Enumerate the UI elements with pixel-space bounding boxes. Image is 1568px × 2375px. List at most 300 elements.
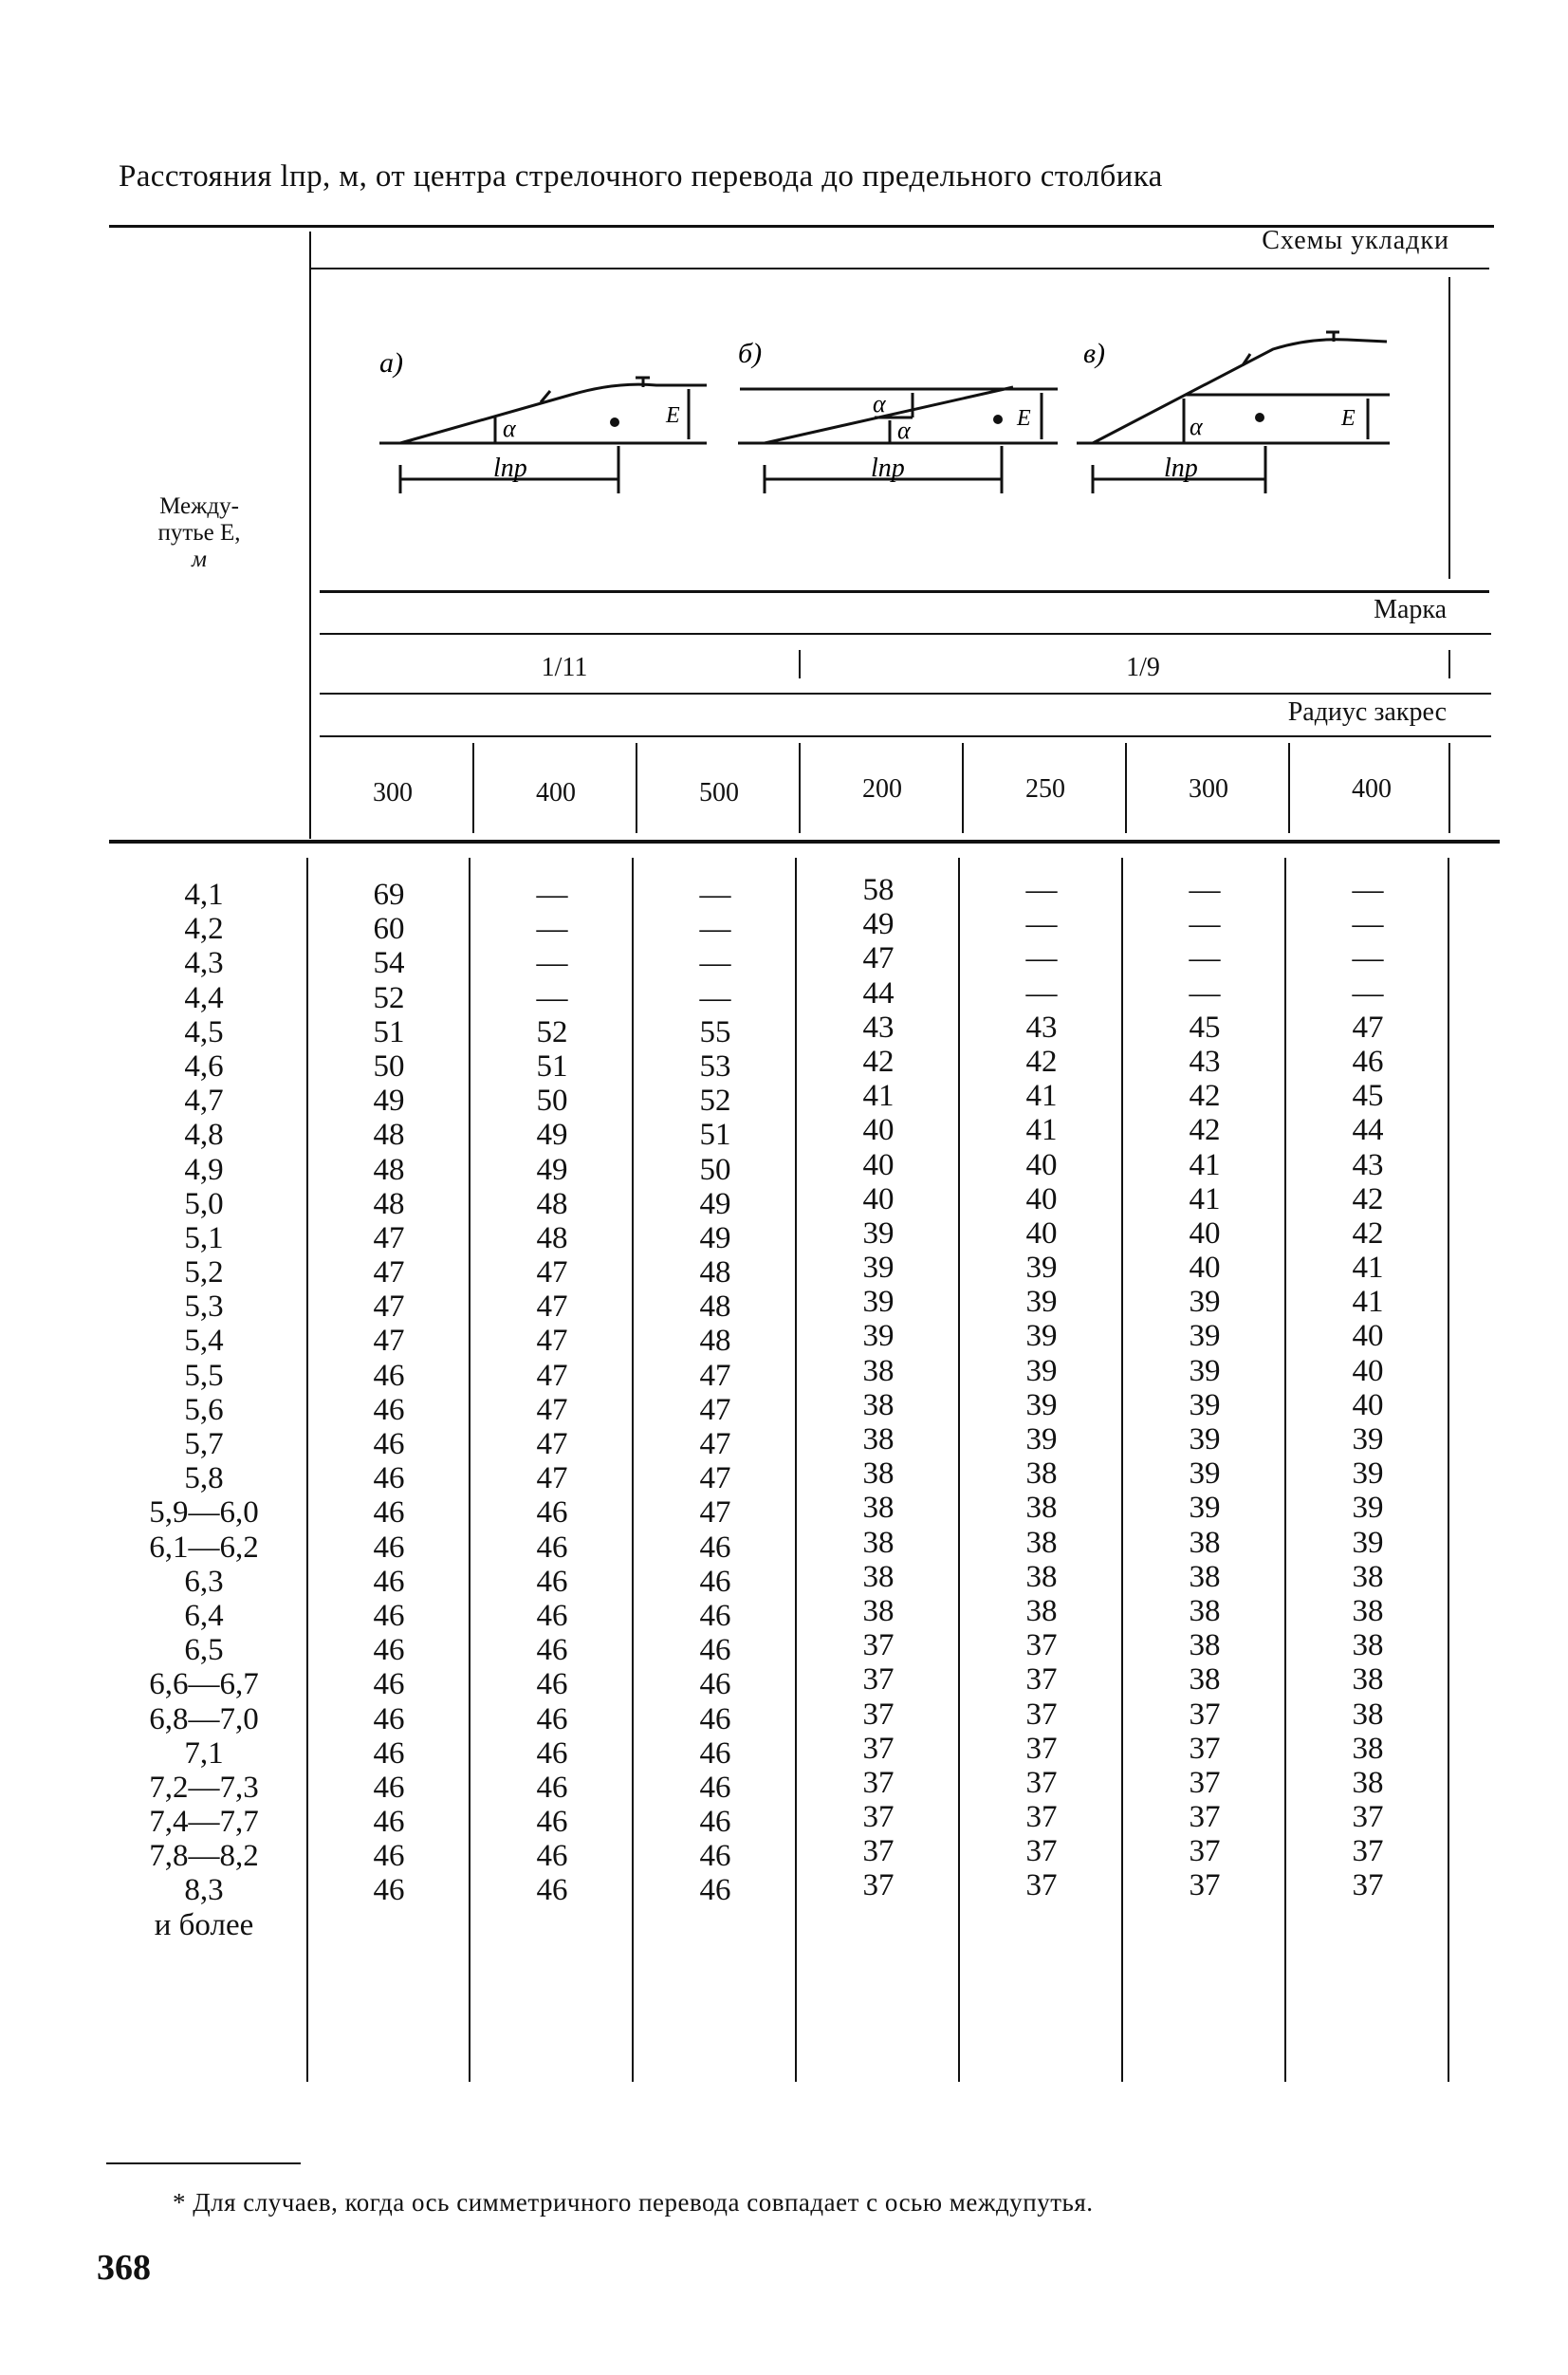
value-cell: 40 [1189,1251,1221,1286]
spacing-col-divider [309,232,311,839]
mark-1-11: 1/11 [541,653,588,682]
value-cell: — [1025,975,1058,1011]
spacing-header-line-2: путье E, [157,520,241,546]
value-cell: — [699,946,731,981]
value-cell: 58 [862,873,895,907]
value-cell: 38 [862,1491,895,1526]
radius-label: 400 [536,778,576,807]
value-cell: 46 [699,1873,731,1908]
value-cell: — [699,912,731,947]
value-cell: 37 [1352,1834,1384,1869]
value-cell: 40 [862,1113,895,1148]
value-cell: 46 [536,1564,568,1599]
value-cell: 38 [1352,1697,1384,1732]
value-cell: 60 [373,912,405,947]
marks-right-edge [1448,650,1450,678]
value-cell: 48 [373,1118,405,1153]
value-cell: 37 [1189,1834,1221,1869]
value-cell: 41 [1352,1251,1384,1286]
spacing-header-line-1: Между- [159,493,239,519]
value-cell: 46 [536,1495,568,1531]
value-cell: — [1025,941,1058,976]
value-column-1-9-r200 [807,873,950,1903]
value-cell: — [1352,941,1384,976]
value-cell: 38 [1189,1559,1221,1594]
value-cell: 52 [699,1084,731,1119]
value-cell: 46 [536,1530,568,1565]
radius-divider-5 [1125,743,1127,833]
value-cell: 46 [699,1735,731,1771]
value-cell: 39 [1025,1285,1058,1320]
value-cell: 41 [1025,1113,1058,1148]
spacing-cell: 6,8—7,0 [149,1701,259,1736]
value-cell: 47 [536,1324,568,1359]
value-cell: 46 [536,1735,568,1771]
value-cell: 38 [1352,1559,1384,1594]
value-column-1-9-r300 [1134,873,1276,1903]
value-cell: 46 [699,1667,731,1702]
value-cell: 39 [862,1285,895,1320]
value-cell: 39 [1025,1319,1058,1354]
value-cell: 54 [373,946,405,981]
value-cell: 37 [862,1800,895,1835]
value-cell: 49 [373,1084,405,1119]
value-cell: 45 [1189,1010,1221,1045]
value-cell: 50 [536,1084,568,1119]
spacing-cell: 5,1 [184,1220,224,1255]
value-cell: 37 [862,1868,895,1903]
value-cell: 47 [373,1255,405,1290]
spacing-cell: 5,7 [184,1427,224,1461]
value-cell: 37 [1025,1834,1058,1869]
mark-1-9: 1/9 [1126,653,1160,682]
radius-label: 300 [1189,774,1228,804]
scheme-b-lpr: lпр [871,454,905,483]
footnote-rule [106,2162,301,2164]
spacing-col-divider-body [306,858,308,2082]
value-cell: — [536,912,568,947]
body-divider-7 [1448,858,1449,2082]
value-cell: 39 [1025,1353,1058,1388]
body-divider-3 [795,858,797,2082]
value-cell: 37 [1025,1662,1058,1698]
marka-header: Марка [1374,595,1447,624]
value-cell: 47 [536,1392,568,1427]
value-cell: — [699,980,731,1015]
value-cell: 49 [699,1186,731,1221]
value-cell: 43 [1189,1044,1221,1079]
value-cell: 38 [862,1593,895,1628]
value-cell: 46 [699,1598,731,1633]
value-cell: 46 [699,1701,731,1736]
value-cell: 39 [1025,1387,1058,1422]
spacing-cell: 4,5 [184,1014,224,1049]
value-cell: 38 [862,1525,895,1560]
value-cell: 43 [862,1010,895,1045]
spacing-cell: и более [154,1907,254,1942]
value-cell: 46 [373,1633,405,1668]
value-cell: 38 [1189,1628,1221,1663]
spacing-cell: 5,9—6,0 [149,1495,259,1531]
scheme-b-post [993,415,1003,424]
spacing-cell: 5,0 [184,1186,224,1221]
value-cell: 46 [373,1461,405,1496]
value-cell: 37 [1352,1868,1384,1903]
value-cell: 46 [373,1564,405,1599]
value-cell: 38 [862,1457,895,1492]
value-cell: 52 [536,1014,568,1049]
value-cell: 39 [1189,1319,1221,1354]
value-cell: 37 [862,1662,895,1698]
value-cell: 46 [373,1427,405,1461]
value-cell: 47 [373,1220,405,1255]
value-cell: 46 [373,1495,405,1531]
value-cell: 46 [373,1701,405,1736]
scheme-a-label: а) [379,347,403,379]
radius-divider-6 [1288,743,1290,833]
value-cell: 48 [699,1324,731,1359]
spacing-cell: 5,4 [184,1324,224,1359]
page-title: Расстояния lпр, м, от центра стрелочного перевода до предельного столбика [119,159,1163,194]
value-cell: 49 [862,907,895,942]
spacing-cell: 4,8 [184,1118,224,1153]
scheme-b-e: E [1017,406,1031,431]
value-cell: 46 [536,1598,568,1633]
value-cell: 40 [1025,1181,1058,1216]
value-cell: 47 [536,1427,568,1461]
value-cell: 49 [536,1152,568,1187]
value-cell: — [1189,907,1221,942]
value-cell: 37 [1189,1697,1221,1732]
radius-label: 400 [1352,774,1392,804]
radius-divider-3 [799,743,801,833]
value-cell: 38 [862,1559,895,1594]
scheme-b-alpha-bottom: α [897,417,911,444]
value-cell: 38 [1189,1525,1221,1560]
value-cell: 39 [1352,1422,1384,1457]
value-cell: 46 [1352,1044,1384,1079]
spacing-cell: 5,3 [184,1290,224,1325]
value-cell: 46 [536,1805,568,1840]
value-cell: 41 [862,1079,895,1114]
value-cell: 46 [699,1633,731,1668]
value-cell: 37 [1025,1697,1058,1732]
scheme-c-alpha: α [1190,413,1203,440]
spacing-cell: 6,3 [184,1564,224,1599]
value-column-1-11-r400 [481,878,623,1908]
value-cell: 40 [1189,1215,1221,1251]
value-cell: 38 [1025,1457,1058,1492]
spacing-cell: 4,7 [184,1084,224,1119]
scheme-a-e: E [666,403,680,428]
spacing-cell: 4,6 [184,1048,224,1084]
value-cell: 37 [1189,1731,1221,1766]
spacing-header [128,493,270,573]
spacing-cell: 6,5 [184,1633,224,1668]
scheme-b-alpha-top: α [873,390,886,417]
value-cell: — [1189,873,1221,907]
radius-header: Радиус закрес [1287,697,1447,727]
value-cell: 41 [1189,1181,1221,1216]
radius-rule [320,735,1491,737]
value-cell: 39 [1189,1285,1221,1320]
value-cell: 48 [373,1152,405,1187]
spacing-cell: 4,3 [184,946,224,981]
value-cell: 46 [373,1805,405,1840]
value-cell: 47 [699,1358,731,1393]
spacing-cell: 4,9 [184,1152,224,1187]
value-cell: 38 [862,1353,895,1388]
value-cell: — [536,878,568,912]
value-cell: 37 [862,1731,895,1766]
value-cell: 42 [1025,1044,1058,1079]
value-cell: 39 [1189,1353,1221,1388]
value-cell: 46 [373,1358,405,1393]
radius-label: 500 [699,778,739,807]
scheme-c-label: в) [1083,338,1106,369]
value-cell: 50 [373,1048,405,1084]
value-cell: 38 [1352,1628,1384,1663]
spacing-column [104,878,304,1942]
value-cell: 37 [1025,1628,1058,1663]
value-cell: 46 [373,1735,405,1771]
value-cell: 37 [1189,1868,1221,1903]
body-divider-1 [469,858,470,2082]
value-cell: 47 [1352,1010,1384,1045]
value-cell: 38 [1352,1731,1384,1766]
value-cell: 39 [1189,1387,1221,1422]
spacing-cell: 5,8 [184,1461,224,1496]
value-cell: — [1025,873,1058,907]
value-cell: 39 [1025,1251,1058,1286]
value-cell: 37 [1189,1800,1221,1835]
value-cell: 47 [536,1290,568,1325]
schemes-rule [311,268,1489,269]
value-cell: 50 [699,1152,731,1187]
radius-divider-7 [1448,743,1450,833]
radius-label: 250 [1025,774,1065,804]
spacing-cell: 6,1—6,2 [149,1530,259,1565]
value-cell: 38 [1352,1593,1384,1628]
value-cell: — [1352,907,1384,942]
scheme-a-lpr: lпр [493,454,527,483]
value-cell: 46 [373,1530,405,1565]
schemes-bottom-rule [320,590,1489,593]
radius-divider-4 [962,743,964,833]
spacing-cell: 5,2 [184,1255,224,1290]
marks-bottom-rule [320,693,1491,695]
spacing-cell: 7,1 [184,1735,224,1771]
value-cell: 69 [373,878,405,912]
value-cell: 48 [536,1186,568,1221]
value-cell: 37 [1025,1800,1058,1835]
value-cell: 39 [1352,1457,1384,1492]
value-cell: 37 [862,1765,895,1800]
spacing-cell: 7,4—7,7 [149,1805,259,1840]
value-cell: 38 [1025,1491,1058,1526]
value-cell: 47 [536,1255,568,1290]
value-cell: 44 [862,975,895,1011]
value-cell: 39 [1189,1491,1221,1526]
value-cell: 49 [699,1220,731,1255]
value-cell: 38 [1025,1525,1058,1560]
value-cell: 46 [373,1392,405,1427]
spacing-cell: 6,4 [184,1598,224,1633]
value-cell: 47 [699,1427,731,1461]
value-cell: 37 [862,1697,895,1732]
value-cell: 37 [1025,1765,1058,1800]
value-cell: 48 [699,1290,731,1325]
value-cell: 46 [536,1633,568,1668]
value-cell: 47 [699,1495,731,1531]
radius-divider-1 [472,743,474,833]
value-cell: 51 [373,1014,405,1049]
spacing-cell: 4,1 [184,878,224,912]
value-cell: — [1352,975,1384,1011]
value-column-1-9-r250 [970,873,1113,1903]
value-cell: 43 [1025,1010,1058,1045]
value-column-1-9-r400 [1297,873,1439,1903]
header-bottom-rule [109,840,1500,844]
value-cell: 47 [699,1461,731,1496]
value-cell: 38 [1352,1765,1384,1800]
value-cell: 41 [1189,1147,1221,1182]
value-cell: — [1189,941,1221,976]
body-divider-4 [958,858,960,2082]
scheme-diagrams [313,313,1451,560]
value-cell: — [699,878,731,912]
value-cell: 51 [699,1118,731,1153]
value-cell: 42 [1352,1215,1384,1251]
value-cell: 46 [699,1805,731,1840]
value-cell: — [536,946,568,981]
value-cell: 37 [862,1834,895,1869]
value-cell: 39 [862,1215,895,1251]
scheme-b-label: б) [738,338,763,369]
value-cell: 39 [1189,1422,1221,1457]
value-cell: 43 [1352,1147,1384,1182]
value-cell: — [1352,873,1384,907]
value-cell: 46 [699,1564,731,1599]
value-cell: 37 [862,1628,895,1663]
value-cell: 47 [699,1392,731,1427]
value-cell: 42 [1352,1181,1384,1216]
value-cell: 46 [373,1667,405,1702]
value-cell: 40 [1025,1147,1058,1182]
value-cell: 42 [862,1044,895,1079]
value-cell: 46 [536,1873,568,1908]
value-cell: 37 [1352,1800,1384,1835]
value-cell: 40 [1025,1215,1058,1251]
value-cell: 46 [536,1839,568,1874]
page-number: 368 [97,2248,151,2288]
spacing-cell: 4,4 [184,980,224,1015]
footnote: * Для случаев, когда ось симметричного перевода совпадает с осью междупутья. [173,2188,1094,2217]
value-cell: 42 [1189,1113,1221,1148]
value-cell: 39 [1352,1491,1384,1526]
value-cell: 38 [862,1422,895,1457]
value-cell: 47 [373,1324,405,1359]
value-cell: 46 [536,1701,568,1736]
value-cell: 46 [536,1770,568,1805]
spacing-header-line-3: м [192,547,207,572]
value-cell: — [536,980,568,1015]
value-cell: 39 [1352,1525,1384,1560]
value-cell: 38 [1189,1593,1221,1628]
value-column-1-11-r500 [644,878,786,1908]
value-cell: 38 [1189,1662,1221,1698]
value-cell: 41 [1352,1285,1384,1320]
body-divider-2 [632,858,634,2082]
value-cell: — [1189,975,1221,1011]
value-cell: 55 [699,1014,731,1049]
scheme-c-lpr: lпр [1164,454,1198,483]
value-cell: 38 [862,1387,895,1422]
value-column-1-11-r300 [318,878,460,1908]
value-cell: 46 [373,1598,405,1633]
value-cell: 45 [1352,1079,1384,1114]
value-cell: 47 [862,941,895,976]
value-cell: 41 [1025,1079,1058,1114]
body-divider-5 [1121,858,1123,2082]
value-cell: 48 [373,1186,405,1221]
marka-rule [320,633,1491,635]
schemes-header: Схемы укладки [1262,226,1449,255]
value-cell: — [1025,907,1058,942]
spacing-cell: 7,2—7,3 [149,1770,259,1805]
radius-divider-2 [636,743,637,833]
value-cell: 37 [1189,1765,1221,1800]
spacing-cell: 4,2 [184,912,224,947]
value-cell: 39 [862,1251,895,1286]
value-cell: 48 [699,1255,731,1290]
value-cell: 51 [536,1048,568,1084]
scheme-a-post [610,417,619,427]
value-cell: 52 [373,980,405,1015]
value-cell: 40 [862,1147,895,1182]
value-cell: 44 [1352,1113,1384,1148]
spacing-cell: 7,8—8,2 [149,1839,259,1874]
value-cell: 38 [1352,1662,1384,1698]
value-cell: 47 [373,1290,405,1325]
value-cell: 37 [1025,1868,1058,1903]
value-cell: 49 [536,1118,568,1153]
spacing-cell: 5,6 [184,1392,224,1427]
value-cell: 38 [1025,1559,1058,1594]
value-cell: 53 [699,1048,731,1084]
value-cell: 37 [1025,1731,1058,1766]
value-cell: 42 [1189,1079,1221,1114]
value-cell: 39 [862,1319,895,1354]
value-cell: 39 [1189,1457,1221,1492]
value-cell: 46 [373,1873,405,1908]
value-cell: 46 [699,1530,731,1565]
value-cell: 46 [373,1839,405,1874]
spacing-cell: 8,3 [184,1873,224,1908]
value-cell: 46 [699,1770,731,1805]
body-divider-6 [1284,858,1286,2082]
value-cell: 39 [1025,1422,1058,1457]
value-cell: 46 [699,1839,731,1874]
scheme-c-e: E [1341,406,1356,431]
value-cell: 47 [536,1461,568,1496]
marks-divider [799,650,801,678]
value-cell: 46 [373,1770,405,1805]
value-cell: 47 [536,1358,568,1393]
value-cell: 46 [536,1667,568,1702]
scheme-a-alpha: α [503,415,516,442]
scheme-c-post [1255,413,1264,422]
